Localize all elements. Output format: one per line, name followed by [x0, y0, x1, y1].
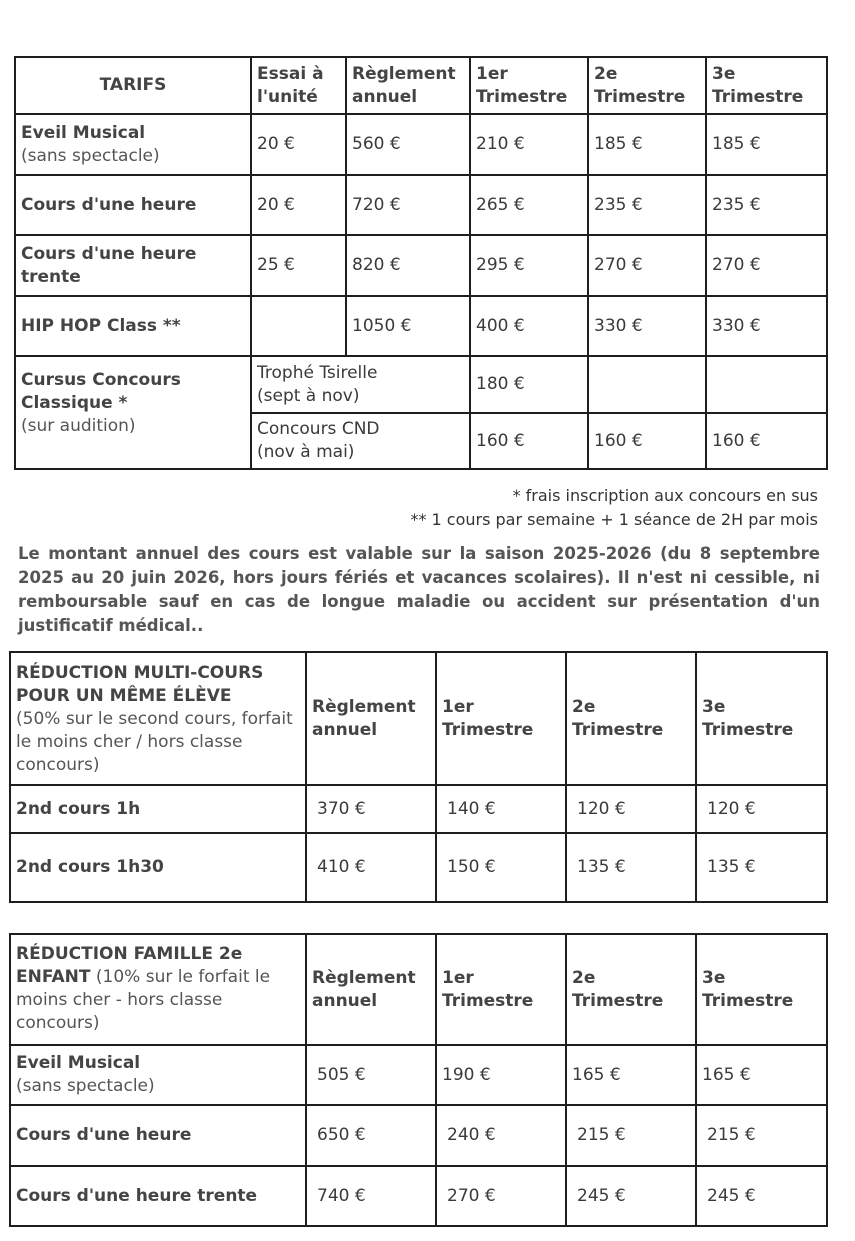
row-label: 2nd cours 1h30 — [10, 833, 306, 902]
cell-annuel: 560 € — [346, 114, 470, 175]
col-t3: 3e Trimestre — [706, 57, 827, 114]
footnote-concours: * frais inscription aux concours en sus — [512, 486, 818, 505]
table-row — [15, 175, 827, 235]
cursus-label: Cursus Concours Classique * (sur audition) — [15, 356, 251, 469]
cell-t2: 120 € — [566, 785, 696, 833]
row-label: Eveil Musical (sans spectacle) — [10, 1045, 306, 1105]
row-label: Cours d'une heure trente — [15, 235, 251, 296]
cell-t1: 240 € — [436, 1105, 566, 1166]
table-row — [15, 114, 827, 175]
col-t2: 2e Trimestre — [566, 652, 696, 785]
cell-t1: 180 € — [470, 356, 588, 413]
col-t3: 3e Trimestre — [696, 652, 827, 785]
cell-essai: 20 € — [251, 114, 346, 175]
cell-t1: 270 € — [436, 1166, 566, 1226]
cell-t3: 235 € — [706, 175, 827, 235]
cell-t2: 185 € — [588, 114, 706, 175]
cell-t2: 165 € — [566, 1045, 696, 1105]
row-label: Cours d'une heure — [10, 1105, 306, 1166]
table-row — [15, 235, 827, 296]
cell-t3: 160 € — [706, 413, 827, 469]
cell-t1: 210 € — [470, 114, 588, 175]
table-header-row — [10, 934, 827, 1045]
row-label: Eveil Musical (sans spectacle) — [15, 114, 251, 175]
table-row — [10, 1045, 827, 1105]
validity-paragraph: Le montant annuel des cours est valable sur la saison 2025-2026 (du 8 septembre 2025 au 20 juin 2026, hors jours fériés et vacances scolaires). Il n'est ni cessible, ni remboursable sauf en cas de longue maladie ou accident sur présentation d'un justificatif médical.. — [18, 544, 820, 635]
col-annuel: Règlement annuel — [346, 57, 470, 114]
cell-t1: 400 € — [470, 296, 588, 356]
cell-t2: 235 € — [588, 175, 706, 235]
row-label: HIP HOP Class ** — [15, 296, 251, 356]
cell-annuel: 740 € — [306, 1166, 436, 1226]
table-row — [15, 356, 827, 413]
multi-cours-table — [9, 651, 828, 903]
cell-t1: 265 € — [470, 175, 588, 235]
tarifs-title: TARIFS — [15, 57, 251, 114]
col-annuel: Règlement annuel — [306, 934, 436, 1045]
cursus-item: Trophé Tsirelle (sept à nov) — [251, 356, 470, 413]
col-t2: 2e Trimestre — [566, 934, 696, 1045]
famille-header: RÉDUCTION FAMILLE 2e ENFANT (10% sur le forfait le moins cher - hors classe concours) — [10, 934, 306, 1045]
table-header-row — [15, 57, 827, 114]
table-row — [10, 785, 827, 833]
cell-annuel: 370 € — [306, 785, 436, 833]
cell-t3: 270 € — [706, 235, 827, 296]
cell-t3: 185 € — [706, 114, 827, 175]
col-t1: 1er Trimestre — [470, 57, 588, 114]
cell-t2 — [588, 356, 706, 413]
row-label: Cours d'une heure trente — [10, 1166, 306, 1226]
col-t1: 1er Trimestre — [436, 652, 566, 785]
cell-t1: 150 € — [436, 833, 566, 902]
cell-t3: 165 € — [696, 1045, 827, 1105]
cursus-item: Concours CND (nov à mai) — [251, 413, 470, 469]
col-t2: 2e Trimestre — [588, 57, 706, 114]
cell-t3: 245 € — [696, 1166, 827, 1226]
cell-essai: 25 € — [251, 235, 346, 296]
table-row — [10, 833, 827, 902]
cell-annuel: 1050 € — [346, 296, 470, 356]
col-annuel: Règlement annuel — [306, 652, 436, 785]
col-t3: 3e Trimestre — [696, 934, 827, 1045]
cell-annuel: 410 € — [306, 833, 436, 902]
cell-essai: 20 € — [251, 175, 346, 235]
tarifs-table — [14, 56, 828, 470]
multi-header: RÉDUCTION MULTI-COURS POUR UN MÊME ÉLÈVE (50% sur le second cours, forfait le moins cher / hors classe concours) — [10, 652, 306, 785]
cell-t3: 330 € — [706, 296, 827, 356]
cell-t2: 160 € — [588, 413, 706, 469]
table-row — [10, 1166, 827, 1226]
footnote-hiphop: ** 1 cours par semaine + 1 séance de 2H par mois — [410, 510, 818, 529]
cell-t2: 330 € — [588, 296, 706, 356]
col-t1: 1er Trimestre — [436, 934, 566, 1045]
cell-annuel: 650 € — [306, 1105, 436, 1166]
cell-t1: 140 € — [436, 785, 566, 833]
famille-table — [9, 933, 828, 1227]
cell-annuel: 505 € — [306, 1045, 436, 1105]
table-row — [10, 1105, 827, 1166]
table-header-row — [10, 652, 827, 785]
col-essai: Essai à l'unité — [251, 57, 346, 114]
cell-t1: 190 € — [436, 1045, 566, 1105]
cell-t1: 295 € — [470, 235, 588, 296]
cell-t2: 270 € — [588, 235, 706, 296]
cell-t2: 135 € — [566, 833, 696, 902]
cell-t3: 120 € — [696, 785, 827, 833]
row-label: 2nd cours 1h — [10, 785, 306, 833]
cell-t3: 215 € — [696, 1105, 827, 1166]
cell-t3: 135 € — [696, 833, 827, 902]
cell-t1: 160 € — [470, 413, 588, 469]
cell-essai — [251, 296, 346, 356]
cell-t3 — [706, 356, 827, 413]
cell-annuel: 820 € — [346, 235, 470, 296]
cell-t2: 245 € — [566, 1166, 696, 1226]
cell-t2: 215 € — [566, 1105, 696, 1166]
table-row — [15, 296, 827, 356]
cell-annuel: 720 € — [346, 175, 470, 235]
row-label: Cours d'une heure — [15, 175, 251, 235]
